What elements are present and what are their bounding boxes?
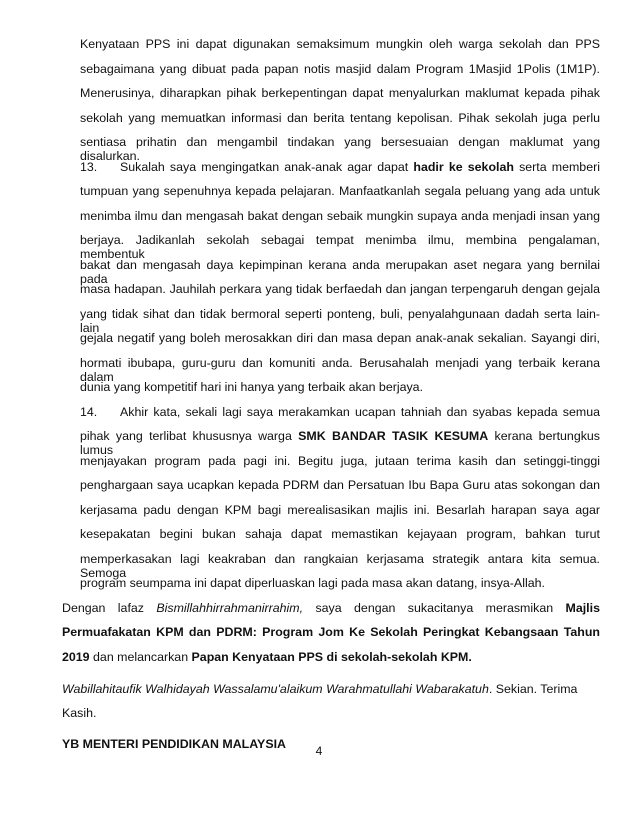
text-line: bakat dan mengasah daya kepimpinan kerana anda merupakan aset negara yang bernilai pada <box>80 258 600 286</box>
text-line: sekolah yang memuatkan informasi dan berita tentang kepolisan. Pihak sekolah juga perlu <box>80 111 600 125</box>
text-line: program seumpama ini dapat diperluaskan lagi pada masa akan datang, insya-Allah. <box>80 576 545 590</box>
text-line: hormati ibubapa, guru-guru dan komuniti anda. Berusahalah menjadi yang terbaik kerana dalam <box>80 356 600 384</box>
text-line: sentiasa prihatin dan mengambil tindakan yang bersesuaian dengan maklumat yang disalurkan. <box>80 135 600 163</box>
board-title: Papan Kenyataan PPS di sekolah-sekolah KPM. <box>191 650 472 664</box>
text-line <box>120 160 600 175</box>
text-line <box>62 650 472 664</box>
text-segment: saya dengan sukacitanya merasmikan <box>315 601 554 615</box>
paragraph-number: 14. <box>80 405 98 419</box>
text-line: penghargaan saya ucapkan kepada PDRM dan Persatuan Ibu Bapa Guru atas sokongan dan <box>80 478 600 492</box>
text-segment: Dengan lafaz <box>62 601 144 615</box>
event-title: 2019 <box>62 650 90 664</box>
text-segment: dan melancarkan <box>93 650 189 664</box>
text-line: dunia yang kompetitif hari ini hanya yang terbaik akan berjaya. <box>80 380 424 394</box>
text-segment: serta memberi <box>519 160 600 174</box>
text-segment: pihak yang terlibat khususnya warga <box>80 429 292 443</box>
text-line: Akhir kata, sekali lagi saya merakamkan ucapan tahniah dan syabas kepada semua <box>120 405 600 419</box>
event-title: Majlis <box>565 601 600 615</box>
text-line <box>62 682 577 696</box>
text-line: tumpuan yang sepenuhnya kepada pelajaran. Manfaatkanlah segala peluang yang ada untuk <box>80 184 600 198</box>
text-segment: . Sekian. Terima <box>488 682 578 696</box>
text-line: berjaya. Jadikanlah sekolah sebagai tempat menimba ilmu, membina pengalaman, membentuk <box>80 233 600 261</box>
text-segment: kerana bertungkus lumus <box>80 429 600 457</box>
event-title: Permuafakatan KPM dan PDRM: Program Jom Ke Sekolah Peringkat Kebangsaan Tahun <box>62 625 600 639</box>
text-line: memperkasakan lagi keakraban dan rangkaian kerjasama strategik antara kita semua. Semoga <box>80 552 600 580</box>
text-line <box>62 601 600 616</box>
text-line: sebagaimana yang dibuat pada papan notis masjid dalam Program 1Masjid 1Polis (1M1P). <box>80 62 600 76</box>
text-line: gejala negatif yang boleh merosakkan diri dan masa depan anak-anak sekalian. Sayangi diri, <box>80 331 600 345</box>
page-number: 4 <box>315 744 323 758</box>
italic-text: Bismillahhirrahmanirrahim, <box>156 601 304 615</box>
text-line: masa hadapan. Jauhilah perkara yang tidak berfaedah dan jangan terpengaruh dengan gejala <box>80 282 600 296</box>
text-line: Menerusinya, diharapkan pihak berkepentingan dapat menyalurkan maklumat kepada pihak <box>80 86 600 100</box>
text-line: yang tidak sihat dan tidak bermoral seperti ponteng, buli, penyalahgunaan dadah serta lain-lain <box>80 307 600 335</box>
italic-text: Wabillahitaufik Walhidayah Wassalamu'alaikum Warahmatullahi Wabarakatuh <box>62 682 489 696</box>
signature: YB MENTERI PENDIDIKAN MALAYSIA <box>62 737 286 751</box>
text-line: kesepakatan begini bukan sahaja dapat memastikan kejayaan program, bahkan turut <box>80 527 600 541</box>
text-line: kerjasama padu dengan KPM bagi merealisasikan majlis ini. Besarlah harapan saya agar <box>80 503 600 517</box>
paragraph-number: 13. <box>80 160 98 174</box>
school-name: SMK BANDAR TASIK KESUMA <box>298 429 489 443</box>
emphasis-text: hadir ke sekolah <box>413 160 514 174</box>
text-line: menjayakan program pada pagi ini. Begitu juga, jutaan terima kasih dan setinggi-tinggi <box>80 454 600 468</box>
text-line <box>80 429 600 457</box>
text-line: Kasih. <box>62 706 97 720</box>
text-line: Kenyataan PPS ini dapat digunakan semaksimum mungkin oleh warga sekolah dan PPS <box>80 37 600 51</box>
text-segment: Sukalah saya mengingatkan anak-anak agar dapat <box>120 160 409 174</box>
text-line: menimba ilmu dan mengasah bakat dengan sebaik mungkin supaya anda menjadi insan yang <box>80 209 600 223</box>
text-line <box>62 625 600 640</box>
